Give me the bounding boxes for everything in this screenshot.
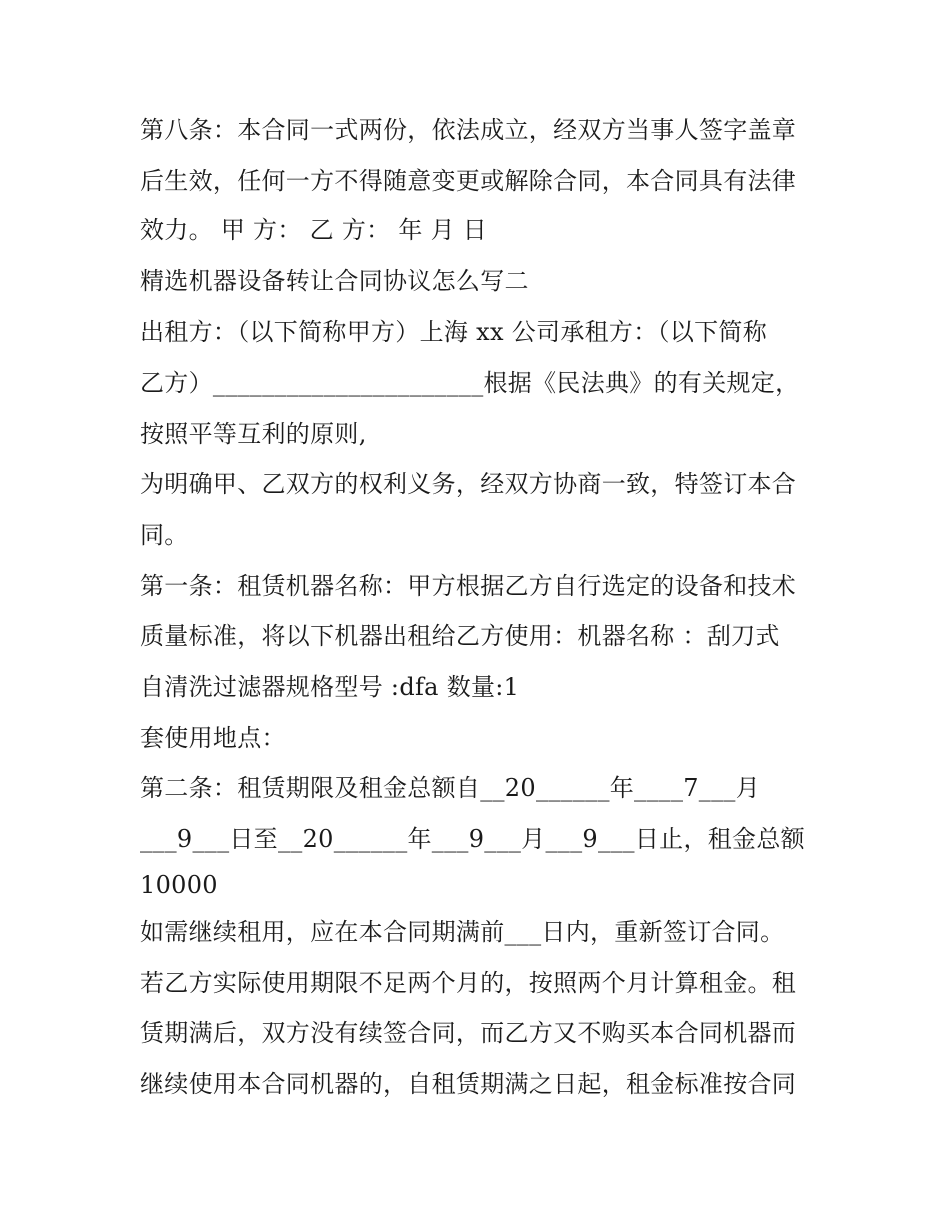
text-line: 若乙方实际使用期限不足两个月的，按照两个月计算租金。租: [140, 969, 797, 997]
text-line: 效力。 甲 方： 乙 方： 年 月 日: [140, 216, 488, 244]
text-line: 后生效，任何一方不得随意变更或解除合同，本合同具有法律: [140, 167, 797, 195]
text-line: 第二条：租赁期限及租金总额自__20______年____7___月: [140, 774, 761, 802]
text-line: 如需继续租用，应在本合同期满前___日内，重新签订合同。: [140, 918, 785, 946]
text-line: ___9___日至__20______年___9___月___9___日止，租金总额: [140, 825, 805, 853]
text-line: 赁期满后，双方没有续签合同，而乙方又不购买本合同机器而: [140, 1019, 797, 1047]
text-line: 自清洗过滤器规格型号 :dfa 数量:1: [140, 673, 520, 701]
text-line: 出租方：（以下简称甲方）上海 xx 公司承租方：（以下简称: [140, 318, 768, 346]
text-line: 同。: [140, 521, 189, 549]
text-line: 乙方）______________________根据《民法典》的有关规定，: [140, 369, 800, 397]
text-line: 质量标准，将以下机器出租给乙方使用：机器名称 ：刮刀式: [140, 622, 780, 650]
text-line: 第八条：本合同一式两份，依法成立，经双方当事人签字盖章: [140, 116, 797, 144]
section-heading: 精选机器设备转让合同协议怎么写二: [140, 267, 529, 295]
text-line: 按照平等互利的原则,: [140, 420, 367, 448]
text-line: 套使用地点：: [140, 724, 286, 752]
text-line: 10000: [140, 871, 218, 899]
text-line: 为明确甲、乙双方的权利义务，经双方协商一致，特签订本合: [140, 470, 797, 498]
text-line: 第一条：租赁机器名称：甲方根据乙方自行选定的设备和技术: [140, 572, 797, 600]
text-line: 继续使用本合同机器的，自租赁期满之日起，租金标准按合同: [140, 1070, 797, 1098]
